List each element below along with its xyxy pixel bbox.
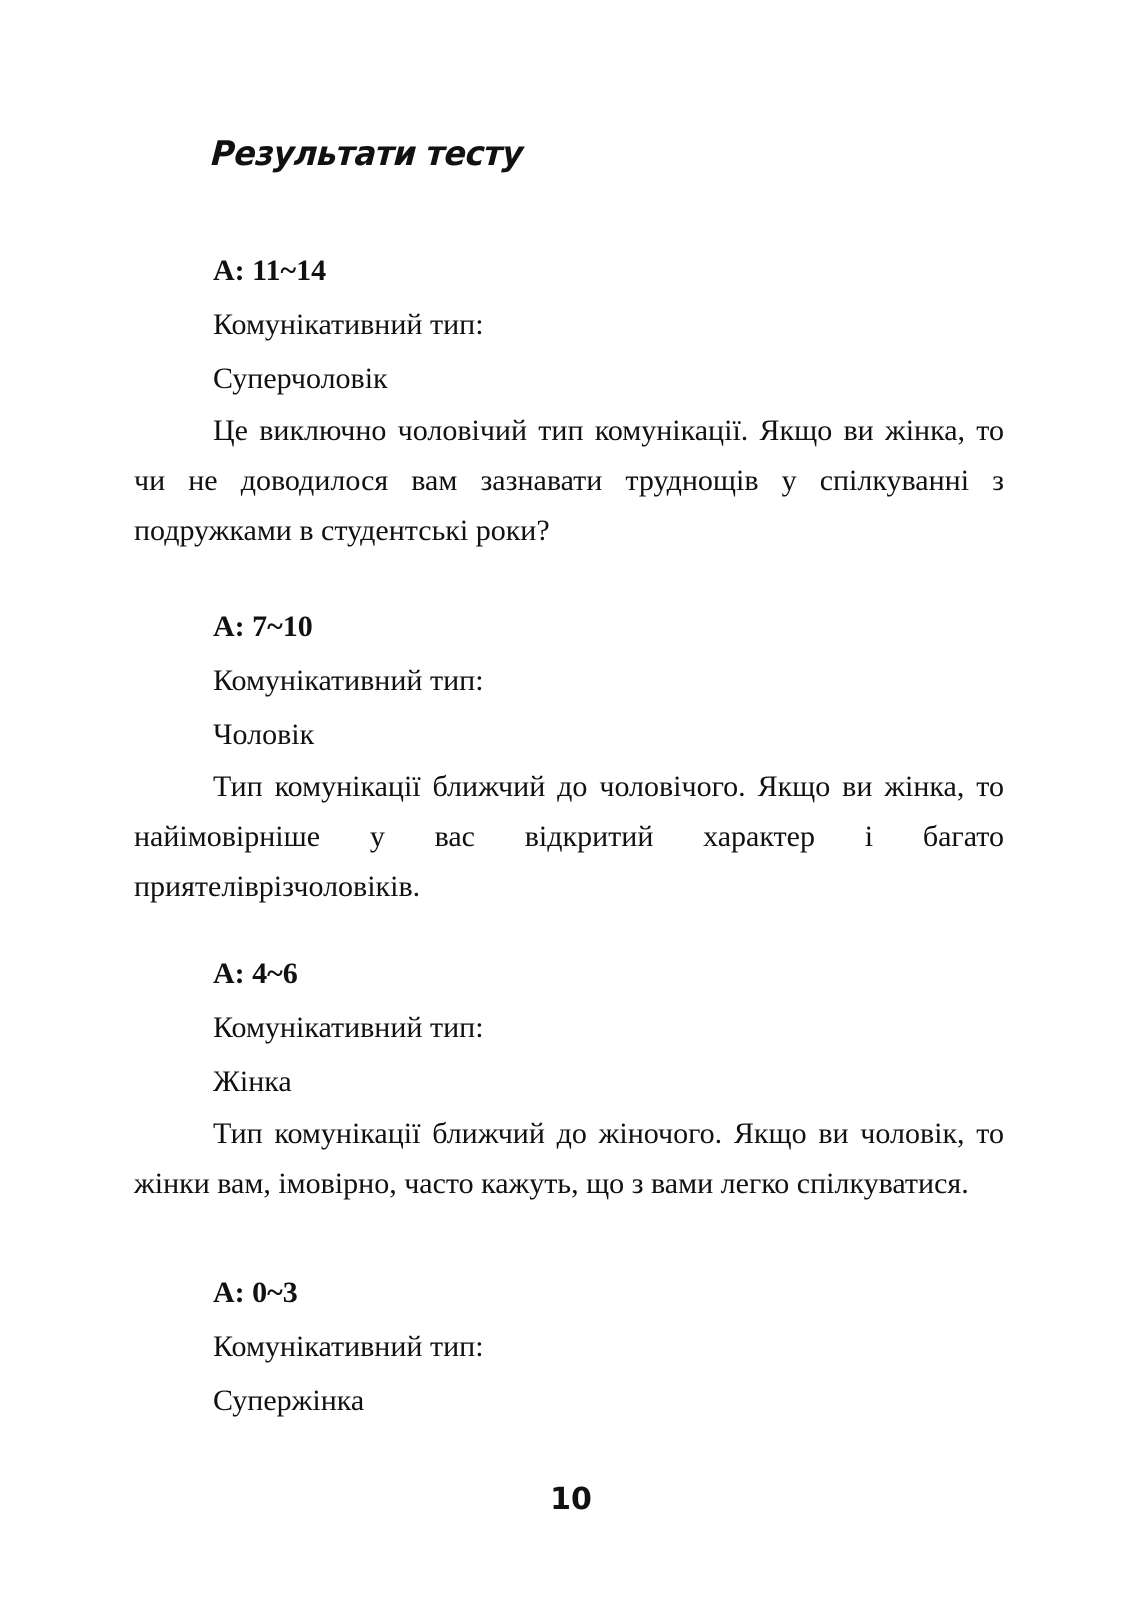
page-title: Результати тесту bbox=[210, 133, 525, 174]
score-range: А: 11~14 bbox=[213, 254, 327, 287]
type-description: Тип комунікації ближчий до жіночого. Якщо ви чоловік, то жінки вам, імовірно, часто кажуть, що з вами легко спілкуватися. bbox=[134, 1117, 1004, 1200]
result-block-7-10 bbox=[134, 600, 1004, 912]
type-description: Тип комунікації ближчий до чоловічого. Якщо ви жінка, то найімовірніше у вас відкритий характер і багато приятеліврізчоловіків. bbox=[134, 770, 1004, 903]
type-name: Суперчоловік bbox=[213, 362, 388, 395]
type-label: Комунікативний тип: bbox=[213, 308, 484, 341]
type-name: Супержінка bbox=[213, 1384, 365, 1417]
result-block-0-3 bbox=[134, 1266, 1004, 1428]
page-number: 10 bbox=[550, 1482, 592, 1517]
score-range: А: 4~6 bbox=[213, 957, 298, 990]
type-name: Жінка bbox=[213, 1065, 292, 1098]
type-label: Комунікативний тип: bbox=[213, 1011, 484, 1044]
type-description: Це виключно чоловічий тип комунікації. Якщо ви жінка, то чи не доводилося вам зазнавати труднощів у спілкуванні з подружками в студентські роки? bbox=[134, 414, 1004, 547]
type-label: Комунікативний тип: bbox=[213, 1330, 484, 1363]
type-name: Чоловік bbox=[213, 718, 315, 751]
score-range: А: 7~10 bbox=[213, 610, 313, 643]
result-block-4-6 bbox=[134, 947, 1004, 1209]
score-range: А: 0~3 bbox=[213, 1276, 298, 1309]
type-label: Комунікативний тип: bbox=[213, 664, 484, 697]
result-block-11-14 bbox=[134, 244, 1004, 556]
